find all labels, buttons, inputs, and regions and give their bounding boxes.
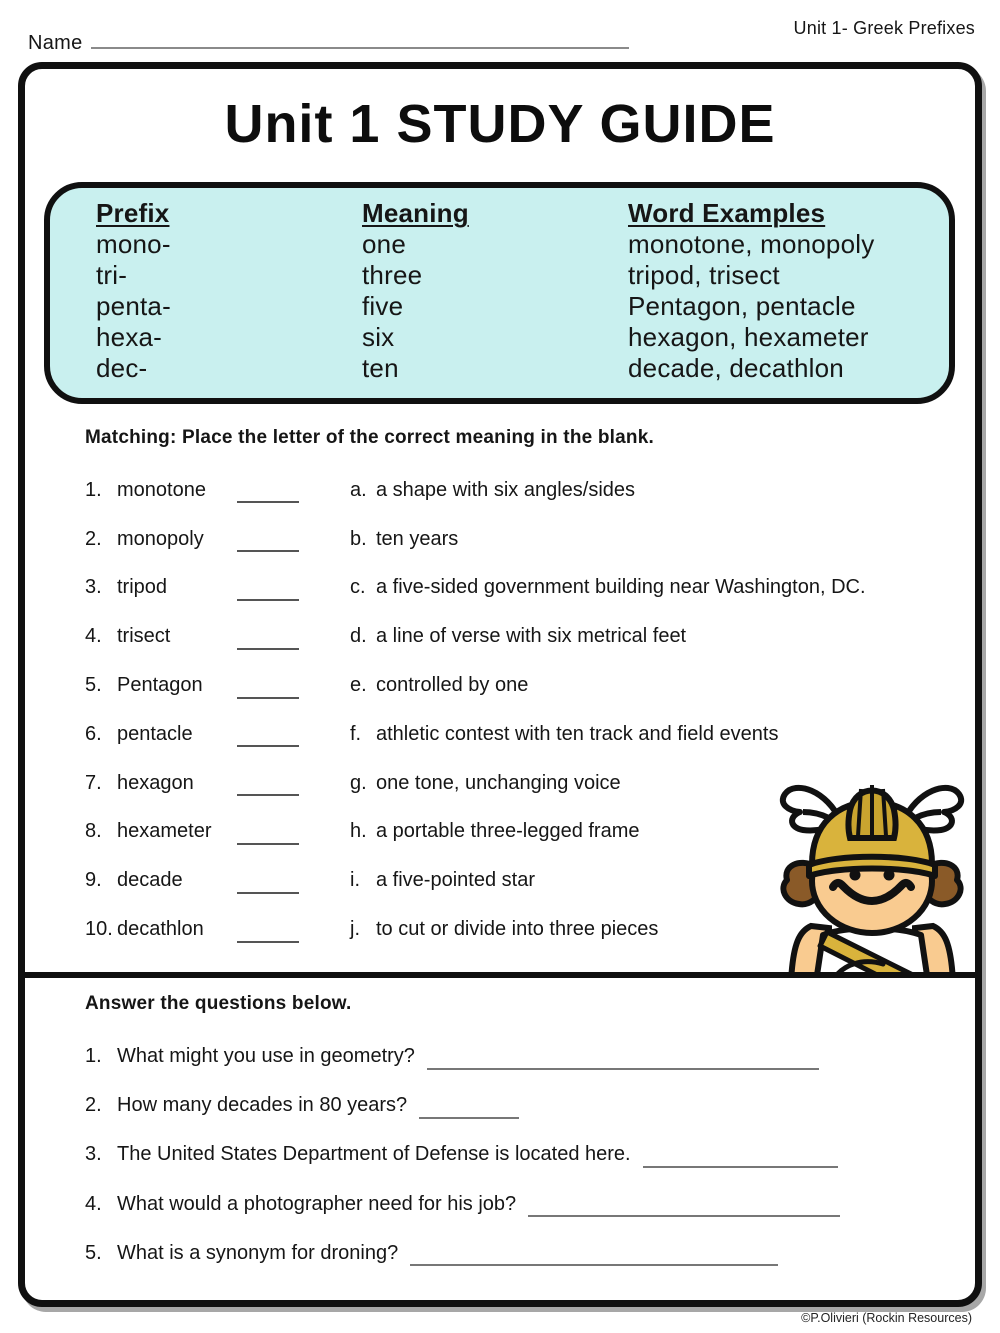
name-blank-line <box>91 33 629 49</box>
choice-definition: athletic contest with ten track and field events <box>376 722 779 745</box>
choice-letter: g. <box>350 771 367 794</box>
choice-definition: ten years <box>376 527 459 550</box>
choice-definition: a five-pointed star <box>376 869 535 892</box>
table-cell-prefix: dec- <box>96 353 148 383</box>
item-number: 1. <box>85 478 102 501</box>
page-title: Unit 1 STUDY GUIDE <box>224 94 776 154</box>
answer-blank-line <box>237 575 299 601</box>
prefix-reference-table <box>44 182 955 404</box>
choice-definition: controlled by one <box>376 674 529 697</box>
item-number: 9. <box>85 869 102 892</box>
answer-blank-line <box>643 1142 838 1168</box>
table-cell-examples: tripod, trisect <box>628 260 780 290</box>
answer-blank-line <box>237 770 299 796</box>
question-item <box>85 1032 955 1081</box>
matching-term: decade <box>117 869 183 892</box>
item-number: 4. <box>85 625 102 648</box>
copyright-credit: ©P.Olivieri (Rockin Resources) <box>801 1311 972 1325</box>
choice-definition: a portable three-legged frame <box>376 820 640 843</box>
choice-definition: a shape with six angles/sides <box>376 478 636 501</box>
table-cell-examples: monotone, monopoly <box>628 229 875 259</box>
answer-blank-line <box>427 1044 819 1070</box>
matching-term: hexameter <box>117 820 212 843</box>
name-label: Name <box>28 32 83 54</box>
column-header-prefix: Prefix <box>96 198 170 228</box>
item-number: 2. <box>85 1094 102 1117</box>
table-cell-examples: Pentagon, pentacle <box>628 291 856 321</box>
table-cell-meaning: ten <box>362 353 399 383</box>
choice-letter: c. <box>350 576 366 599</box>
question-item <box>85 1180 955 1229</box>
matching-item <box>85 515 967 564</box>
item-number: 8. <box>85 820 102 843</box>
choice-letter: a. <box>350 478 367 501</box>
table-cell-meaning: six <box>362 322 395 352</box>
table-cell-prefix: mono- <box>96 229 171 259</box>
matching-term: tripod <box>117 576 168 599</box>
item-number: 10. <box>85 918 113 941</box>
section-divider <box>25 972 975 978</box>
matching-item <box>85 710 967 759</box>
answer-blank-line <box>419 1093 519 1119</box>
item-number: 5. <box>85 1241 102 1264</box>
answer-blank-line <box>528 1191 840 1217</box>
matching-term: decathlon <box>117 918 204 941</box>
choice-letter: e. <box>350 674 367 697</box>
questions-instructions: Answer the questions below. <box>85 993 352 1014</box>
answer-blank-line <box>237 917 299 943</box>
table-cell-examples: decade, decathlon <box>628 353 844 383</box>
choice-letter: j. <box>350 918 360 941</box>
unit-header: Unit 1- Greek Prefixes <box>793 18 975 38</box>
answer-blank-line <box>237 624 299 650</box>
question-text: What would a photographer need for his job? <box>117 1192 517 1215</box>
item-number: 2. <box>85 527 102 550</box>
table-cell-prefix: penta- <box>96 291 171 321</box>
matching-instructions: Matching: Place the letter of the correct meaning in the blank. <box>85 427 654 448</box>
table-cell-examples: hexagon, hexameter <box>628 322 869 352</box>
question-item <box>85 1081 955 1130</box>
choice-definition: one tone, unchanging voice <box>376 771 621 794</box>
item-number: 7. <box>85 771 102 794</box>
worksheet-frame <box>18 62 982 1307</box>
matching-term: monopoly <box>117 527 204 550</box>
answer-blank-line <box>237 868 299 894</box>
item-number: 5. <box>85 674 102 697</box>
answer-blank-line <box>410 1240 778 1266</box>
choice-definition: a five-sided government building near Washington, DC. <box>376 576 866 599</box>
greek-hero-kid-illustration <box>775 768 969 972</box>
answer-blank-line <box>237 721 299 747</box>
item-number: 6. <box>85 722 102 745</box>
choice-definition: to cut or divide into three pieces <box>376 918 659 941</box>
table-cell-meaning: five <box>362 291 404 321</box>
matching-item <box>85 466 967 515</box>
choice-letter: i. <box>350 869 360 892</box>
choice-letter: d. <box>350 625 367 648</box>
choice-definition: a line of verse with six metrical feet <box>376 625 687 648</box>
item-number: 3. <box>85 1143 102 1166</box>
question-list <box>85 1032 955 1278</box>
item-number: 1. <box>85 1045 102 1068</box>
matching-term: pentacle <box>117 722 193 745</box>
question-text: What is a synonym for droning? <box>117 1241 399 1264</box>
answer-blank-line <box>237 673 299 699</box>
matching-term: monotone <box>117 478 206 501</box>
table-cell-meaning: three <box>362 260 423 290</box>
answer-blank-line <box>237 526 299 552</box>
answer-blank-line <box>237 819 299 845</box>
item-number: 4. <box>85 1192 102 1215</box>
matching-item <box>85 661 967 710</box>
matching-term: trisect <box>117 625 171 648</box>
question-item <box>85 1130 955 1179</box>
question-item <box>85 1229 955 1278</box>
choice-letter: f. <box>350 722 362 745</box>
matching-term: hexagon <box>117 771 194 794</box>
table-cell-prefix: tri- <box>96 260 128 290</box>
table-cell-meaning: one <box>362 229 406 259</box>
choice-letter: b. <box>350 527 367 550</box>
answer-blank-line <box>237 477 299 503</box>
item-number: 3. <box>85 576 102 599</box>
choice-letter: h. <box>350 820 367 843</box>
question-text: The United States Department of Defense is located here. <box>117 1143 631 1166</box>
question-text: What might you use in geometry? <box>117 1045 415 1068</box>
column-header-meaning: Meaning <box>362 198 469 228</box>
matching-item <box>85 564 967 613</box>
name-field-row <box>28 32 629 55</box>
table-cell-prefix: hexa- <box>96 322 163 352</box>
column-header-word-examples: Word Examples <box>628 198 826 228</box>
question-text: How many decades in 80 years? <box>117 1094 408 1117</box>
matching-term: Pentagon <box>117 674 203 697</box>
matching-item <box>85 612 967 661</box>
